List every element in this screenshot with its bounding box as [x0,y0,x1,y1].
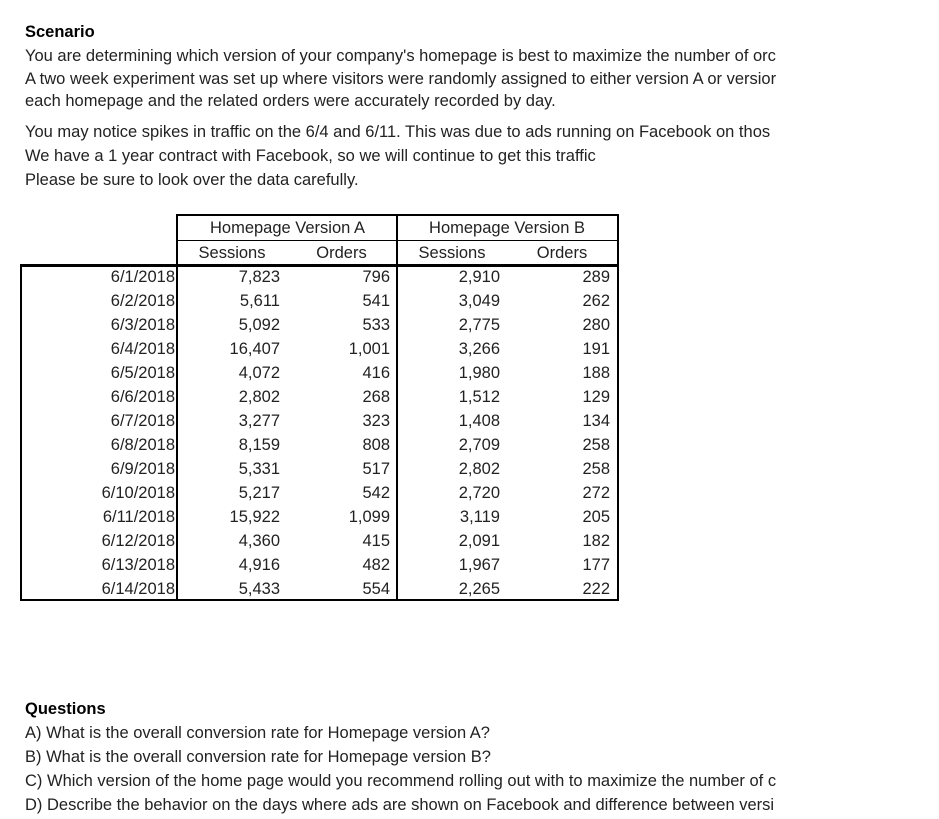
date-cell: 6/9/2018 [110,460,175,478]
a-sessions-cell: 5,433 [238,580,280,598]
question-item: D) Describe the behavior on the days where ads are shown on Facebook and difference between versi [25,796,775,814]
scenario-text-line: We have a 1 year contract with Facebook, so we will continue to get this traffic [25,147,596,165]
a-orders-cell: 1,001 [348,340,390,358]
header-a-sessions: Sessions [198,244,266,262]
date-cell: 6/5/2018 [110,364,175,382]
questions-heading: Questions [25,700,106,718]
b-orders-cell: 177 [582,556,610,574]
a-orders-cell: 415 [362,532,390,550]
table-border [178,240,618,241]
b-orders-cell: 188 [582,364,610,382]
date-cell: 6/7/2018 [110,412,175,430]
b-sessions-cell: 1,512 [458,388,500,406]
a-sessions-cell: 4,072 [238,364,280,382]
a-orders-cell: 1,099 [348,508,390,526]
b-sessions-cell: 2,265 [458,580,500,598]
date-cell: 6/10/2018 [101,484,175,502]
b-sessions-cell: 3,049 [458,292,500,310]
a-sessions-cell: 16,407 [229,340,280,358]
b-orders-cell: 258 [582,460,610,478]
a-orders-cell: 517 [362,460,390,478]
a-sessions-cell: 4,916 [238,556,280,574]
scenario-text-line: A two week experiment was set up where visitors were randomly assigned to either version A or versior [25,70,777,88]
question-item: C) Which version of the home page would you recommend rolling out with to maximize the number of c [25,772,777,790]
b-orders-cell: 262 [582,292,610,310]
question-item: B) What is the overall conversion rate for Homepage version B? [25,748,491,766]
b-orders-cell: 191 [582,340,610,358]
scenario-heading: Scenario [25,23,95,41]
a-sessions-cell: 5,092 [238,316,280,334]
b-sessions-cell: 1,408 [458,412,500,430]
a-sessions-cell: 2,802 [238,388,280,406]
header-version-a: Homepage Version A [209,219,366,237]
b-orders-cell: 258 [582,436,610,454]
b-sessions-cell: 1,980 [458,364,500,382]
b-orders-cell: 222 [582,580,610,598]
date-cell: 6/2/2018 [110,292,175,310]
a-orders-cell: 542 [362,484,390,502]
scenario-text-line: You are determining which version of your company's homepage is best to maximize the number of orc [25,47,776,65]
b-sessions-cell: 1,967 [458,556,500,574]
b-sessions-cell: 2,802 [458,460,500,478]
question-item: A) What is the overall conversion rate for Homepage version A? [25,724,490,742]
date-cell: 6/13/2018 [101,556,175,574]
date-cell: 6/11/2018 [102,508,175,526]
date-cell: 6/12/2018 [101,532,175,550]
b-orders-cell: 280 [582,316,610,334]
header-version-b: Homepage Version B [429,219,585,237]
date-cell: 6/3/2018 [110,316,175,334]
b-sessions-cell: 2,910 [458,268,500,286]
a-orders-cell: 482 [362,556,390,574]
b-sessions-cell: 2,720 [458,484,500,502]
table-border [20,599,619,601]
b-sessions-cell: 2,091 [458,532,500,550]
a-sessions-cell: 5,331 [238,460,280,478]
a-orders-cell: 541 [362,292,390,310]
table-border [617,214,619,601]
a-sessions-cell: 5,611 [239,292,280,310]
b-orders-cell: 205 [582,508,610,526]
a-sessions-cell: 15,922 [229,508,280,526]
scenario-text-line: each homepage and the related orders were accurately recorded by day. [25,92,556,110]
b-sessions-cell: 3,266 [458,340,500,358]
header-a-orders: Orders [316,244,367,262]
date-cell: 6/14/2018 [101,580,175,598]
b-sessions-cell: 2,709 [458,436,500,454]
a-orders-cell: 268 [362,388,390,406]
b-orders-cell: 134 [582,412,610,430]
a-orders-cell: 554 [362,580,390,598]
b-sessions-cell: 2,775 [458,316,500,334]
a-sessions-cell: 7,823 [238,268,280,286]
a-orders-cell: 323 [362,412,390,430]
b-orders-cell: 272 [582,484,610,502]
a-orders-cell: 796 [362,268,390,286]
b-orders-cell: 129 [582,388,610,406]
b-orders-cell: 289 [582,268,610,286]
a-sessions-cell: 5,217 [238,484,280,502]
date-cell: 6/4/2018 [110,340,175,358]
b-orders-cell: 182 [582,532,610,550]
a-sessions-cell: 8,159 [238,436,280,454]
date-cell: 6/1/2018 [110,268,175,286]
header-b-orders: Orders [536,244,588,262]
a-sessions-cell: 4,360 [238,532,280,550]
scenario-text-line: You may notice spikes in traffic on the 6/4 and 6/11. This was due to ads running on Facebook on thos [25,123,771,141]
b-sessions-cell: 3,119 [459,508,500,526]
header-b-sessions: Sessions [418,244,486,262]
a-orders-cell: 416 [362,364,390,382]
a-orders-cell: 533 [362,316,390,334]
date-cell: 6/8/2018 [110,436,175,454]
a-orders-cell: 808 [362,436,390,454]
date-cell: 6/6/2018 [110,388,175,406]
scenario-text-line: Please be sure to look over the data carefully. [25,171,359,189]
a-sessions-cell: 3,277 [238,412,280,430]
